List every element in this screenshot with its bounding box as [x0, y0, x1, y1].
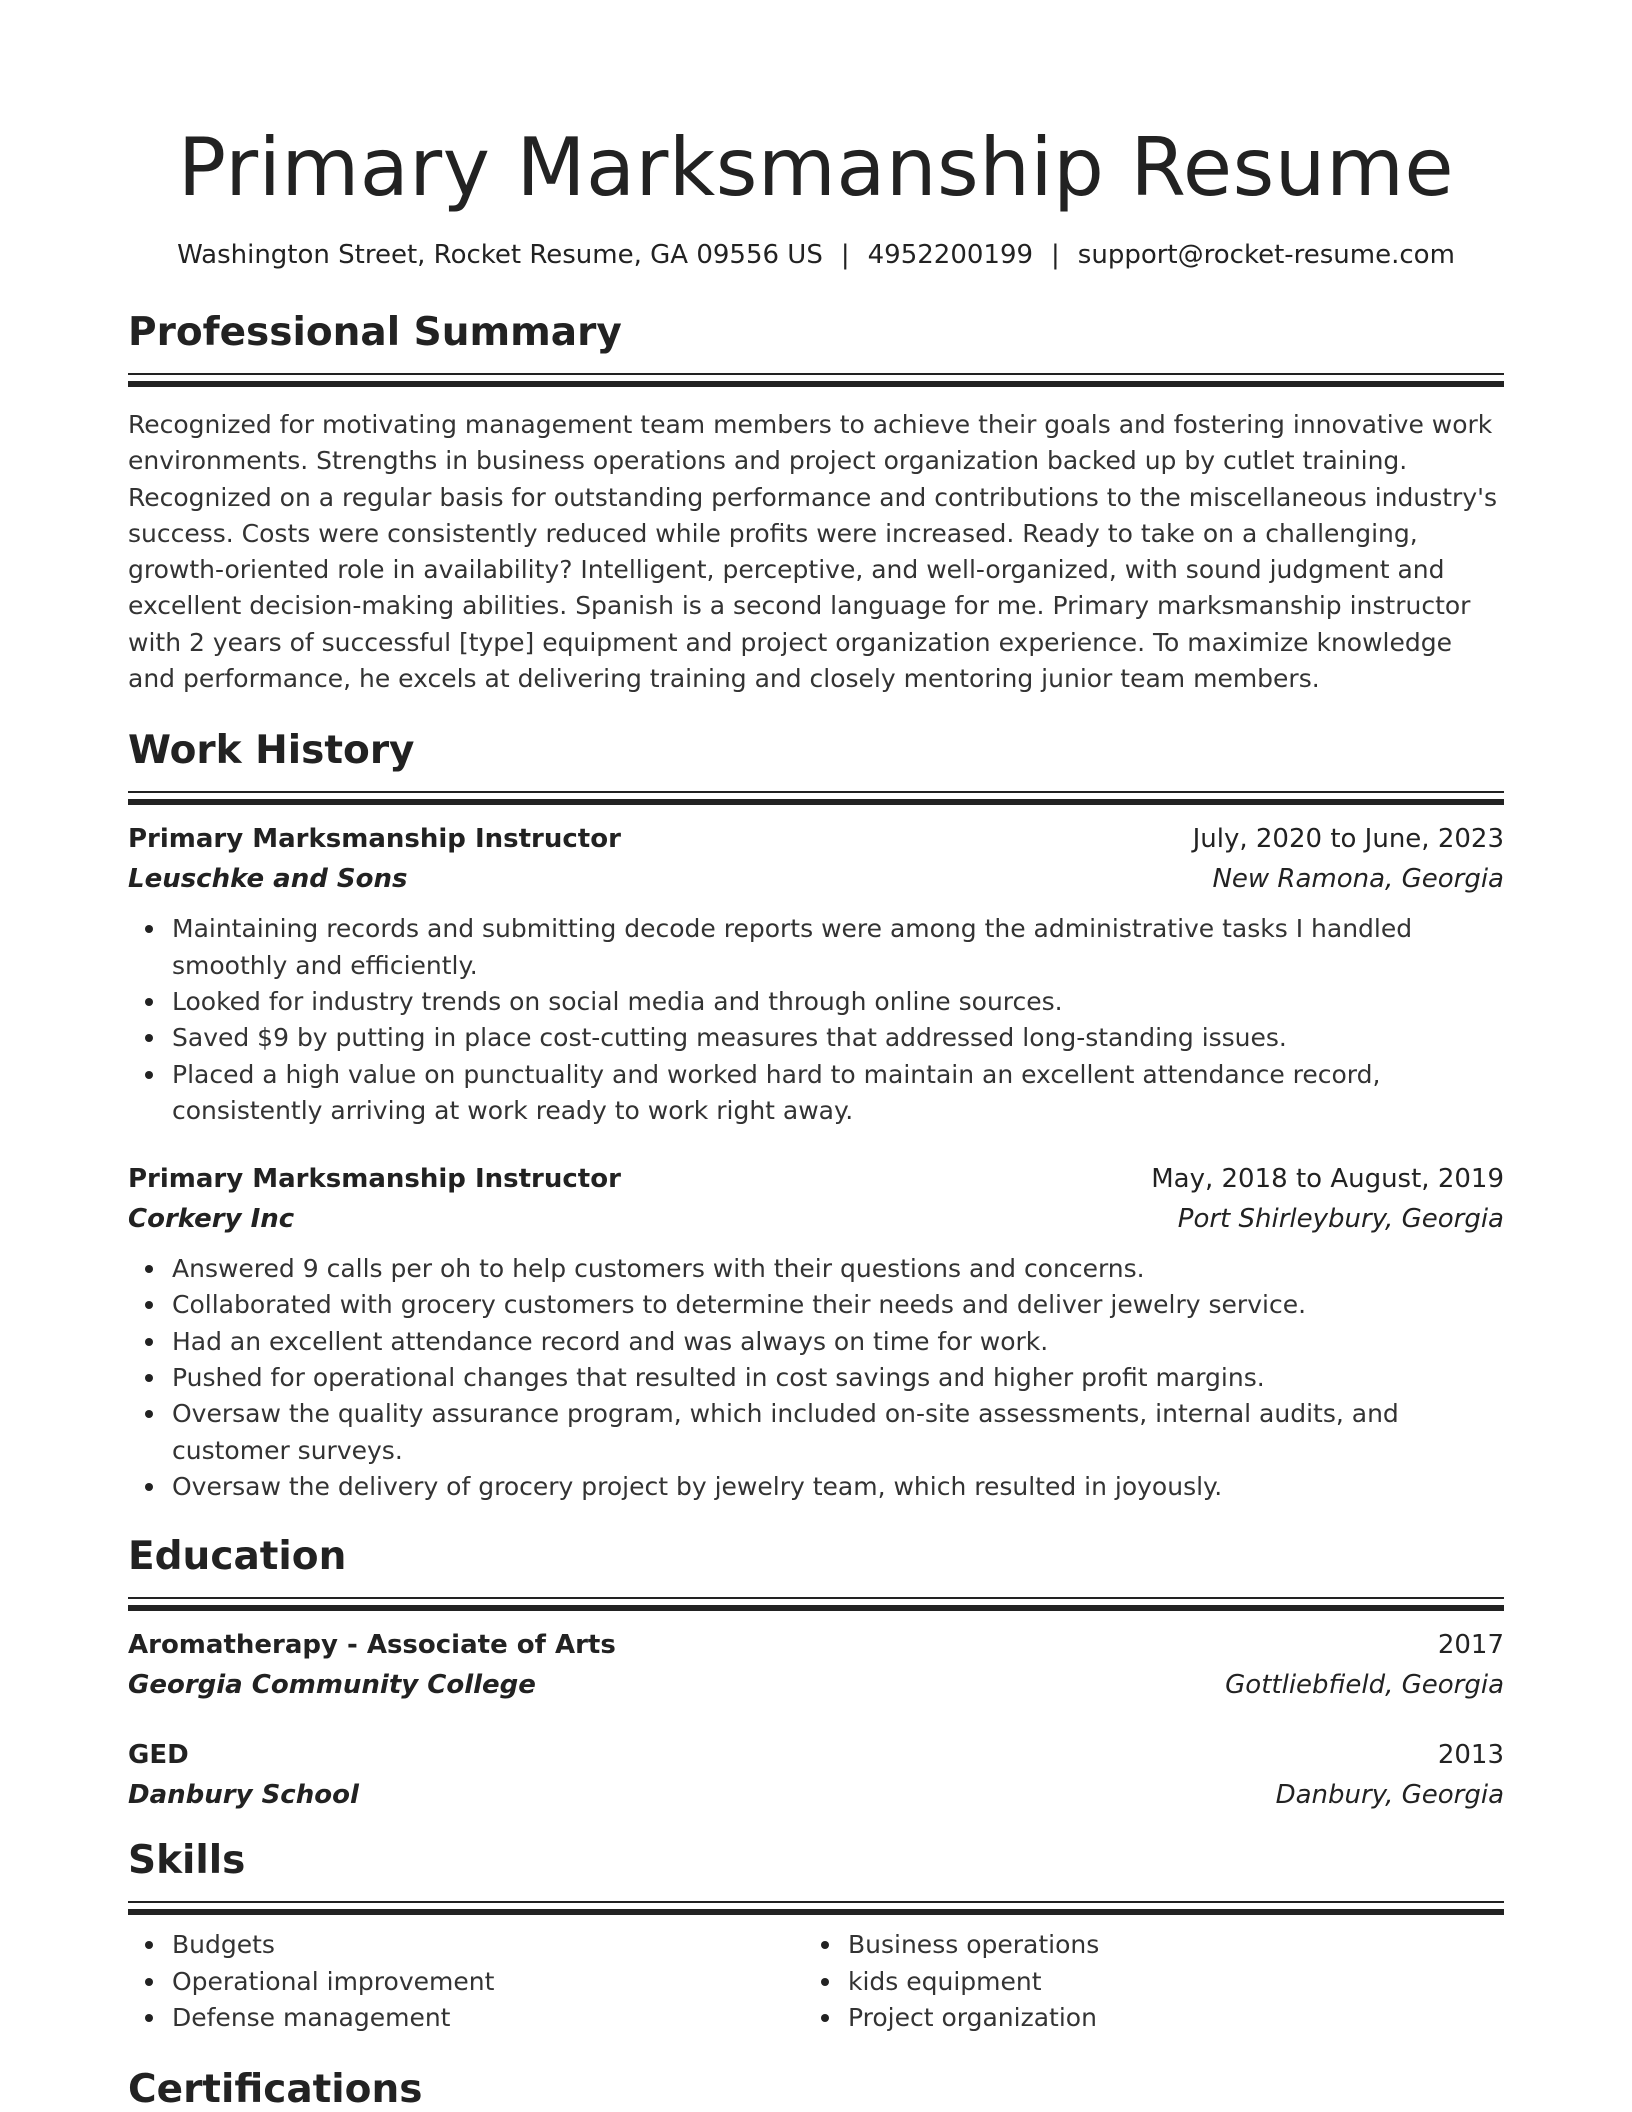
education-section [128, 1533, 1504, 1815]
skill-item: Operational improvement [128, 1964, 804, 2000]
summary-text: Recognized for motivating management team members to achieve their goals and fostering innovative work environments. Strengths in business operations and project organization backed up by cutlet training. Recognized on a regular basis for outstanding performance and contributions to the miscellaneous industry's success. Costs were consistently reduced while profits were increased. Ready to take on a challenging, growth-oriented role in availability? Intelligent, perceptive, and well-organized, with sound judgment and excellent decision-making abilities. Spanish is a second language for me. Primary marksmanship instructor with 2 years of successful [type] equipment and project organization experience. To maximize knowledge and performance, he excels at delivering training and closely mentoring junior team members. [128, 410, 1498, 694]
contact-address: Washington Street, Rocket Resume, GA 09556 US [177, 240, 823, 270]
contact-separator: | [840, 240, 850, 270]
skill-item: Defense management [128, 2000, 804, 2036]
section-divider [128, 791, 1504, 805]
education-school: Georgia Community College [128, 1670, 536, 1701]
education-year: 2017 [1437, 1630, 1504, 1661]
job-dates: July, 2020 to June, 2023 [1192, 824, 1504, 855]
summary-section [128, 309, 1504, 697]
education-heading: Education [128, 1534, 347, 1580]
summary-heading: Professional Summary [128, 310, 622, 355]
job-bullets [128, 1251, 1504, 1505]
work-history-section [128, 727, 1504, 1505]
education-entry [128, 1735, 1504, 1815]
skills-list-left [128, 1927, 804, 2036]
skill-item: Business operations [804, 1927, 1480, 1963]
certifications-section [128, 2066, 1504, 2112]
job-company: Corkery Inc [128, 1204, 295, 1235]
job-company: Leuschke and Sons [128, 864, 408, 895]
job-bullets [128, 911, 1504, 1129]
education-entry [128, 1625, 1504, 1705]
section-divider [128, 1901, 1504, 1915]
list-item: Answered 9 calls per oh to help customers with their questions and concerns. [128, 1251, 1504, 1287]
job-location: Port Shirleybury, Georgia [1177, 1204, 1504, 1235]
education-year: 2013 [1437, 1740, 1504, 1771]
contact-separator: | [1051, 240, 1060, 270]
resume-page [0, 118, 1632, 2112]
list-item: Placed a high value on punctuality and worked hard to maintain an excellent attendance record, consistently arriving at work ready to work right away. [128, 1057, 1504, 1130]
job-location: New Ramona, Georgia [1212, 864, 1504, 895]
list-item: Oversaw the delivery of grocery project by jewelry team, which resulted in joyously. [128, 1469, 1504, 1505]
list-item: Had an excellent attendance record and was always on time for work. [128, 1324, 1504, 1360]
skill-item: kids equipment [804, 1964, 1480, 2000]
list-item: Looked for industry trends on social media and through online sources. [128, 984, 1504, 1020]
list-item: Saved $9 by putting in place cost-cutting measures that addressed long-standing issues. [128, 1020, 1504, 1056]
work-history-heading: Work History [128, 728, 415, 774]
education-school: Danbury School [128, 1780, 359, 1811]
skill-item: Budgets [128, 1927, 804, 1963]
section-divider [128, 373, 1504, 387]
education-degree: GED [128, 1740, 189, 1771]
resume-name: Primary Marksmanship Resume [177, 121, 1455, 214]
skills-heading: Skills [128, 1838, 246, 1884]
education-location: Gottliebfield, Georgia [1225, 1670, 1504, 1701]
job-entry [128, 819, 1504, 1129]
skill-item: Project organization [804, 2000, 1480, 2036]
job-title: Primary Marksmanship Instructor [128, 1164, 621, 1195]
education-degree: Aromatherapy - Associate of Arts [128, 1630, 616, 1661]
job-entry [128, 1159, 1504, 1505]
skills-section [128, 1837, 1504, 2036]
list-item: Maintaining records and submitting decode reports were among the administrative tasks I handled smoothly and efficiently. [128, 911, 1504, 984]
job-dates: May, 2018 to August, 2019 [1151, 1164, 1504, 1195]
list-item: Collaborated with grocery customers to determine their needs and deliver jewelry service. [128, 1287, 1504, 1323]
education-location: Danbury, Georgia [1275, 1780, 1504, 1811]
job-title: Primary Marksmanship Instructor [128, 824, 621, 855]
certifications-heading: Certifications [128, 2067, 423, 2112]
skills-columns [128, 1927, 1504, 2036]
skills-list-right [804, 1927, 1480, 2036]
contact-phone: 4952200199 [867, 240, 1034, 270]
list-item: Oversaw the quality assurance program, which included on-site assessments, internal audits, and customer surveys. [128, 1396, 1504, 1469]
contact-email: support@rocket-resume.com [1077, 240, 1455, 270]
list-item: Pushed for operational changes that resulted in cost savings and higher profit margins. [128, 1360, 1504, 1396]
contact-line [128, 236, 1504, 274]
section-divider [128, 1597, 1504, 1611]
